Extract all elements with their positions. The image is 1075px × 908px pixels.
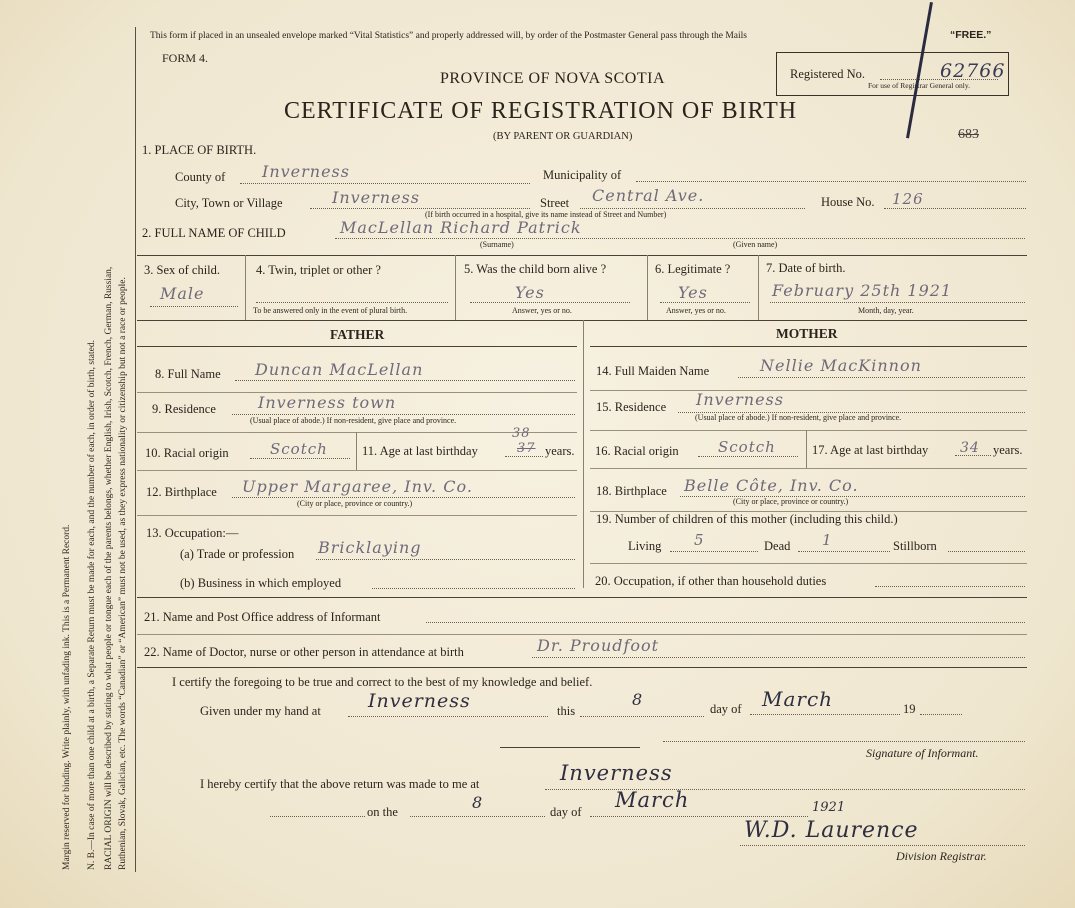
- mother-occupation-label: 20. Occupation, if other than household duties: [595, 574, 827, 588]
- father-name-label: 8. Full Name: [155, 367, 221, 381]
- free-mark: “FREE.”: [950, 29, 992, 41]
- mother-heading: MOTHER: [776, 326, 838, 341]
- province-heading: PROVINCE OF NOVA SCOTIA: [440, 70, 666, 87]
- this-label: this: [557, 704, 576, 718]
- mother-birthplace-label: 18. Birthplace: [596, 484, 667, 498]
- child-name-value: MacLellan Richard Patrick: [340, 218, 582, 237]
- father-racial-label: 10. Racial origin: [145, 446, 229, 460]
- legit-value: Yes: [678, 283, 708, 302]
- registrar-day-value: 8: [472, 793, 484, 812]
- given-month-value: March: [762, 687, 834, 711]
- given-label: Given under my hand at: [200, 704, 321, 718]
- mother-birthplace-value: Belle Côte, Inv. Co.: [684, 476, 859, 495]
- county-label: County of: [175, 170, 226, 184]
- child-name-label: 2. FULL NAME OF CHILD: [142, 226, 286, 240]
- given-place-value: Inverness: [368, 690, 471, 712]
- informant-signature-label: Signature of Informant.: [866, 746, 979, 760]
- dead-label: Dead: [764, 539, 791, 553]
- nb-note: N. B.—In case of more than one child at a birth, a Separate Return must be made for each, and the number of each, in order of birth, stated.: [87, 340, 97, 870]
- alive-label: 5. Was the child born alive ?: [464, 262, 607, 276]
- business-label: (b) Business in which employed: [180, 576, 342, 590]
- registrar-general-note: For use of Registrar General only.: [868, 81, 970, 90]
- registrar-day-of-label: day of: [550, 805, 582, 819]
- legit-note: Answer, yes or no.: [666, 306, 726, 315]
- dead-value: 1: [822, 531, 833, 549]
- registered-number: 62766: [940, 60, 1006, 82]
- living-label: Living: [628, 539, 662, 553]
- father-birthplace-label: 12. Birthplace: [146, 485, 217, 499]
- street-value: Central Ave.: [592, 186, 705, 205]
- doctor-label: 22. Name of Doctor, nurse or other person in attendance at birth: [144, 645, 464, 659]
- corner-number: 683: [958, 127, 979, 142]
- mother-racial-label: 16. Racial origin: [595, 444, 679, 458]
- father-age-struck: 37: [517, 441, 536, 456]
- living-value: 5: [694, 531, 705, 549]
- registrar-signature: W.D. Laurence: [744, 818, 919, 843]
- father-residence-label: 9. Residence: [152, 402, 216, 416]
- mother-age-value: 34: [960, 440, 980, 456]
- municipality-label: Municipality of: [543, 168, 622, 182]
- children-label: 19. Number of children of this mother (including this child.): [596, 512, 898, 526]
- margin-note: Margin reserved for binding. Write plainly, with unfading ink. This is a Permanent Record.: [62, 524, 72, 870]
- father-age-suffix: years.: [545, 444, 575, 458]
- registrar-month-value: March: [615, 788, 690, 812]
- division-registrar-label: Division Registrar.: [896, 849, 987, 863]
- legit-label: 6. Legitimate ?: [655, 262, 731, 276]
- registrar-certify-label: I hereby certify that the above return was made to me at: [200, 777, 480, 791]
- twin-note: To be answered only in the event of plural birth.: [253, 306, 408, 315]
- page-title: CERTIFICATE OF REGISTRATION OF BIRTH: [284, 98, 798, 124]
- subtitle: (BY PARENT OR GUARDIAN): [493, 131, 633, 142]
- postal-note: This form if placed in an unsealed envelope marked “Vital Statistics” and properly addressed will, by order of the Postmaster General pass through the Mails: [150, 31, 747, 41]
- hospital-note: (If birth occurred in a hospital, give its name instead of Street and Number): [425, 210, 667, 219]
- mother-name-label: 14. Full Maiden Name: [596, 364, 710, 378]
- surname-note: (Surname): [480, 240, 514, 249]
- father-residence-note: (Usual place of abode.) If non-resident, give place and province.: [250, 416, 457, 425]
- trade-label: (a) Trade or profession: [180, 547, 295, 561]
- mother-racial-value: Scotch: [718, 438, 776, 456]
- father-age-label: 11. Age at last birthday: [362, 444, 478, 458]
- mother-age-label: 17. Age at last birthday: [812, 443, 929, 457]
- father-occupation-label: 13. Occupation:—: [146, 526, 239, 540]
- mother-age-suffix: years.: [993, 443, 1023, 457]
- street-label: Street: [540, 196, 570, 210]
- doctor-value: Dr. Proudfoot: [537, 636, 660, 655]
- racial-note-2: Ruthenian, Slovak, Galician, etc. The words “Canadian” or “American” must not be used, as they express nationality or citizenship but not a race or people.: [118, 277, 128, 870]
- house-value: 126: [892, 190, 924, 208]
- racial-note-1: RACIAL ORIGIN will be described by stating to what people or tongue each of the parents belongs, whether English, Irish, Scotch, French, German, Russian,: [104, 266, 114, 870]
- dob-value: February 25th 1921: [772, 281, 953, 300]
- given-day-value: 8: [632, 690, 644, 709]
- dob-note: Month, day, year.: [858, 306, 914, 315]
- mother-residence-label: 15. Residence: [596, 400, 667, 414]
- trade-value: Bricklaying: [318, 538, 422, 557]
- registered-label: Registered No.: [790, 67, 865, 81]
- alive-note: Answer, yes or no.: [512, 306, 572, 315]
- mother-residence-note: (Usual place of abode.) If non-resident, give place and province.: [695, 413, 902, 422]
- city-value: Inverness: [332, 188, 420, 207]
- informant-label: 21. Name and Post Office address of Informant: [144, 610, 381, 624]
- registrar-year-value: 1921: [812, 800, 846, 815]
- alive-value: Yes: [515, 283, 545, 302]
- father-birthplace-note: (City or place, province or country.): [297, 499, 413, 508]
- father-residence-value: Inverness town: [258, 393, 397, 412]
- stillborn-label: Stillborn: [893, 539, 937, 553]
- certify-statement: I certify the foregoing to be true and correct to the best of my knowledge and belief.: [172, 675, 593, 689]
- father-name-value: Duncan MacLellan: [255, 360, 424, 379]
- given-note: (Given name): [733, 240, 778, 249]
- father-age-value: 38: [512, 426, 531, 441]
- given-day-of-label: day of: [710, 702, 742, 716]
- father-birthplace-value: Upper Margaree, Inv. Co.: [242, 477, 473, 496]
- city-label: City, Town or Village: [175, 196, 283, 210]
- house-label: House No.: [821, 195, 875, 209]
- form-number: FORM 4.: [162, 51, 209, 65]
- county-value: Inverness: [262, 162, 350, 181]
- twin-label: 4. Twin, triplet or other ?: [256, 263, 381, 277]
- mother-residence-value: Inverness: [696, 390, 784, 409]
- sex-label: 3. Sex of child.: [144, 263, 221, 277]
- on-the-label: on the: [367, 805, 398, 819]
- father-racial-value: Scotch: [270, 440, 328, 458]
- mother-name-value: Nellie MacKinnon: [760, 356, 922, 375]
- given-year-prefix: 19: [903, 702, 916, 716]
- dob-label: 7. Date of birth.: [766, 261, 846, 275]
- registrar-place-value: Inverness: [560, 761, 673, 785]
- father-heading: FATHER: [330, 327, 385, 342]
- place-of-birth-label: 1. PLACE OF BIRTH.: [142, 143, 257, 157]
- mother-birthplace-note: (City or place, province or country.): [733, 497, 849, 506]
- sex-value: Male: [160, 284, 205, 303]
